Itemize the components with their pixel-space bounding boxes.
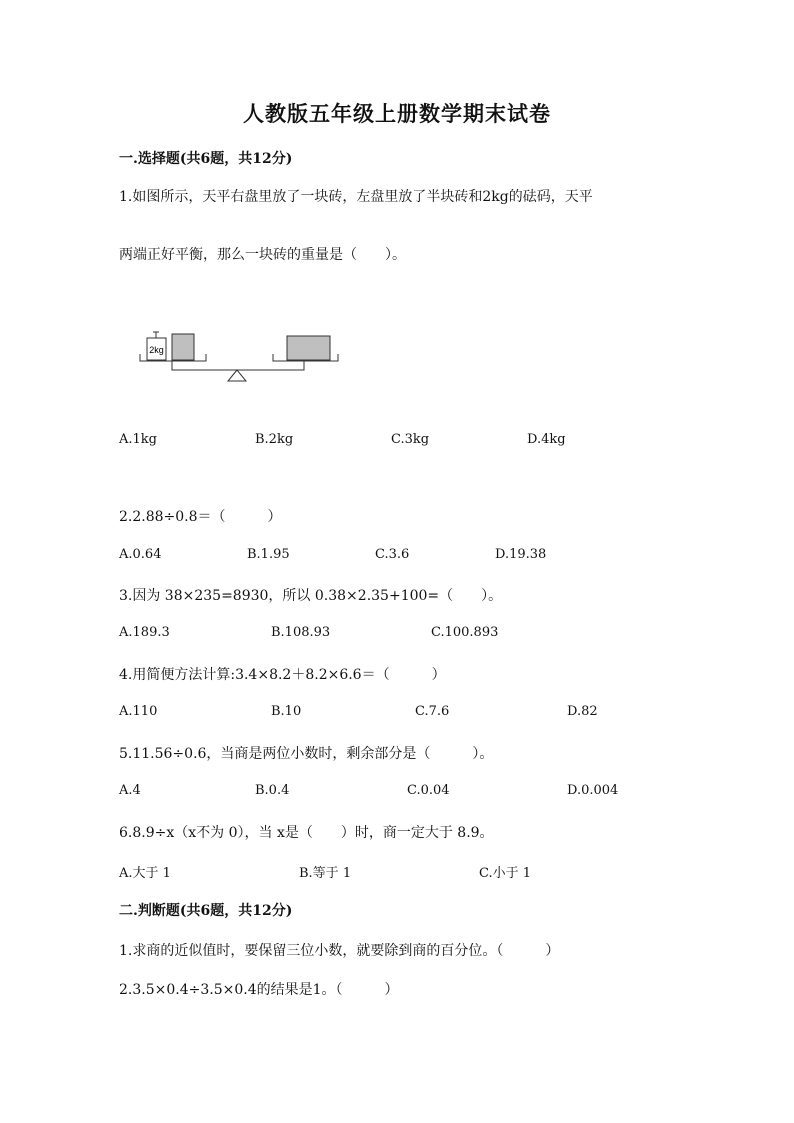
q4-option-c: C.7.6 [415, 704, 450, 719]
question-3: 3.因为 38×235=8930，所以 0.38×2.35+100=（ ）。 [119, 588, 503, 604]
q5-option-d: D.0.004 [567, 783, 619, 798]
q5-option-c: C.0.04 [407, 783, 450, 798]
question-5: 5.11.56÷0.6，当商是两位小数时，剩余部分是（ ）。 [119, 746, 494, 762]
q5-option-a: A.4 [119, 783, 141, 798]
q1-option-a: A.1kg [119, 432, 157, 447]
q5-option-b: B.0.4 [255, 783, 290, 798]
section-heading-choice: 一.选择题(共6题，共12分) [119, 151, 293, 167]
weight-2kg [147, 332, 166, 360]
q4-option-b: B.10 [271, 704, 302, 719]
question-1-line-2: 两端正好平衡，那么一块砖的重量是（ ）。 [119, 247, 406, 263]
q4-option-a: A.110 [119, 704, 158, 719]
q3-option-c: C.100.893 [431, 625, 499, 640]
judgment-2: 2.3.5×0.4÷3.5×0.4的结果是1。（ ） [119, 982, 399, 998]
q6-option-a: A.大于 1 [119, 866, 171, 881]
q6-option-b: B.等于 1 [299, 866, 352, 881]
section-heading-judgment: 二.判断题(共6题，共12分) [119, 903, 293, 919]
q1-option-d: D.4kg [527, 432, 566, 447]
whole-brick [287, 336, 330, 360]
q4-option-d: D.82 [567, 704, 598, 719]
question-1-line-1: 1.如图所示，天平右盘里放了一块砖，左盘里放了半块砖和2kg的砝码，天平 [119, 189, 593, 205]
weight-label: 2kg [149, 345, 164, 355]
q3-option-a: A.189.3 [119, 625, 170, 640]
question-2: 2.2.88÷0.8＝（ ） [119, 509, 282, 525]
half-brick [172, 334, 194, 360]
q2-option-d: D.19.38 [495, 547, 547, 562]
q1-option-c: C.3kg [391, 432, 430, 447]
beam [172, 361, 304, 370]
q2-option-c: C.3.6 [375, 547, 410, 562]
q2-option-a: A.0.64 [119, 547, 162, 562]
q3-option-b: B.108.93 [271, 625, 331, 640]
fulcrum-icon [228, 370, 246, 381]
page-title: 人教版五年级上册数学期末试卷 [243, 101, 551, 126]
judgment-1: 1.求商的近似值时，要保留三位小数，就要除到商的百分位。（ ） [119, 943, 560, 959]
q6-option-c: C.小于 1 [479, 866, 532, 881]
q2-option-b: B.1.95 [247, 547, 290, 562]
balance-scale-figure [138, 328, 343, 386]
question-4: 4.用简便方法计算:3.4×8.2＋8.2×6.6＝（ ） [119, 667, 446, 683]
question-6: 6.8.9÷x（x不为 0），当 x是（ ）时，商一定大于 8.9。 [119, 825, 494, 841]
q1-option-b: B.2kg [255, 432, 294, 447]
